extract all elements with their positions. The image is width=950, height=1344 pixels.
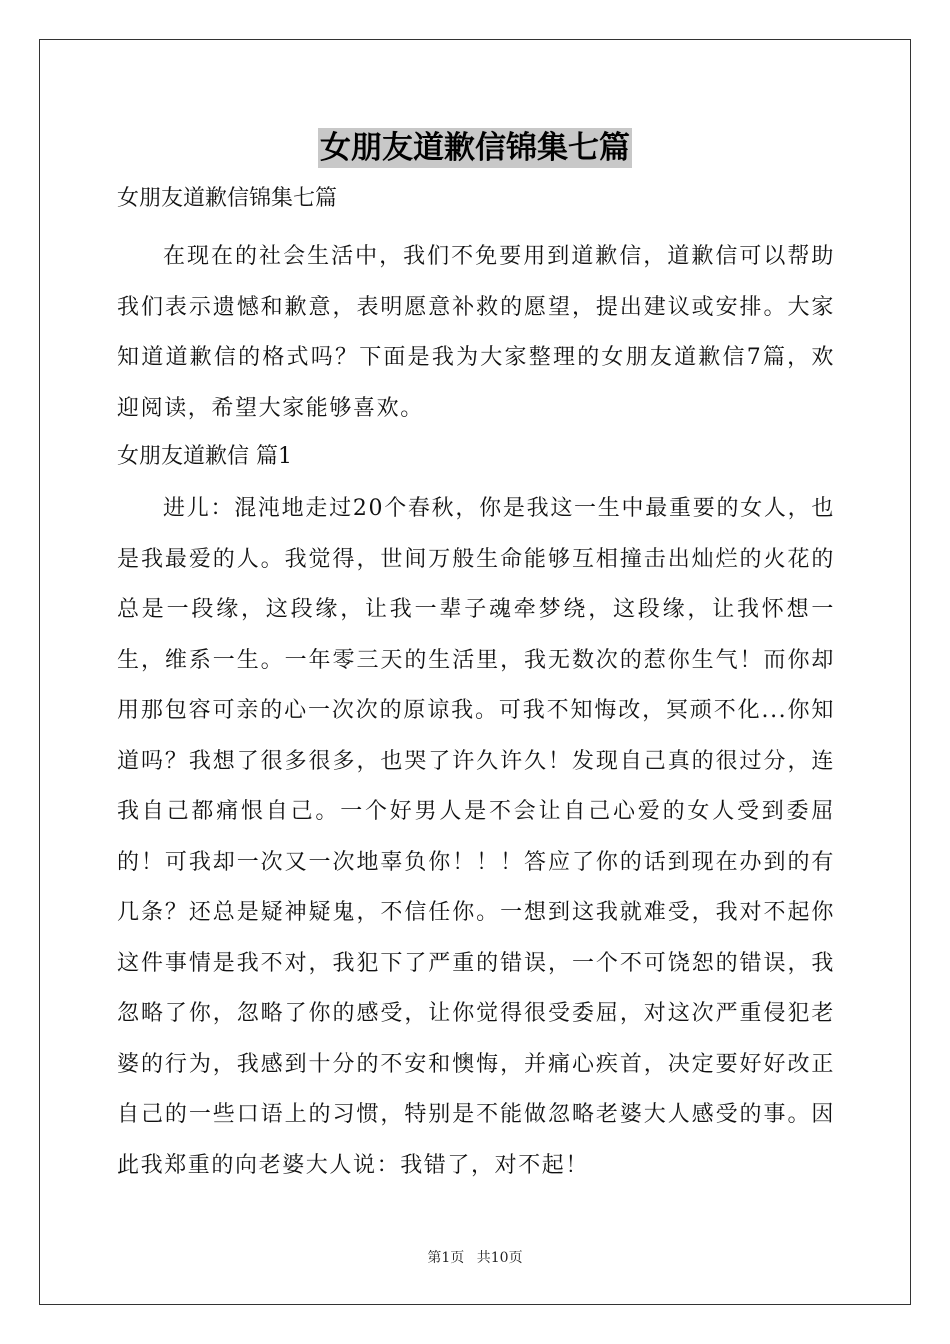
title-container [0,128,950,168]
intro-paragraph: 在现在的社会生活中，我们不免要用到道歉信，道歉信可以帮助我们表示遗憾和歉意，表明愿意补救的愿望，提出建议或安排。大家知道道歉信的格式吗？下面是我为大家整理的女朋友道歉信7篇，欢迎阅读，希望大家能够喜欢。 [117,244,835,421]
page-number: 第1页 [427,1250,465,1266]
letter-paragraph: 进儿：混沌地走过20个春秋，你是我这一生中最重要的女人，也是我最爱的人。我觉得，世间万般生命能够互相撞击出灿烂的火花的总是一段缘，这段缘，让我一辈子魂牵梦绕，这段缘，让我怀想一生，维系一生。一年零三天的生活里，我无数次的惹你生气！而你却用那包容可亲的心一次次的原谅我。可我不知悔改，冥顽不化...你知道吗？我想了很多很多，也哭了许久许久！发现自己真的很过分，连我自己都痛恨自己。一个好男人是不会让自己心爱的女人受到委屈的！可我却一次又一次地辜负你！！！答应了你的话到现在办到的有几条？还总是疑神疑鬼，不信任你。一想到这我就难受，我对不起你这件事情是我不对，我犯下了严重的错误，一个不可饶恕的错误，我忽略了你，忽略了你的感受，让你觉得很受委屈，对这次严重侵犯老婆的行为，我感到十分的不安和懊悔，并痛心疾首，决定要好好改正自己的一些口语上的习惯，特别是不能做忽略老婆大人感受的事。因此我郑重的向老婆大人说：我错了，对不起！ [117,496,835,1178]
document-title: 女朋友道歉信锦集七篇 [320,130,630,166]
document-subtitle: 女朋友道歉信锦集七篇 [117,186,338,211]
page-total: 共10页 [476,1250,523,1266]
page-footer [0,1247,950,1267]
document-body [117,180,835,1191]
section-heading: 女朋友道歉信 篇1 [117,444,292,469]
